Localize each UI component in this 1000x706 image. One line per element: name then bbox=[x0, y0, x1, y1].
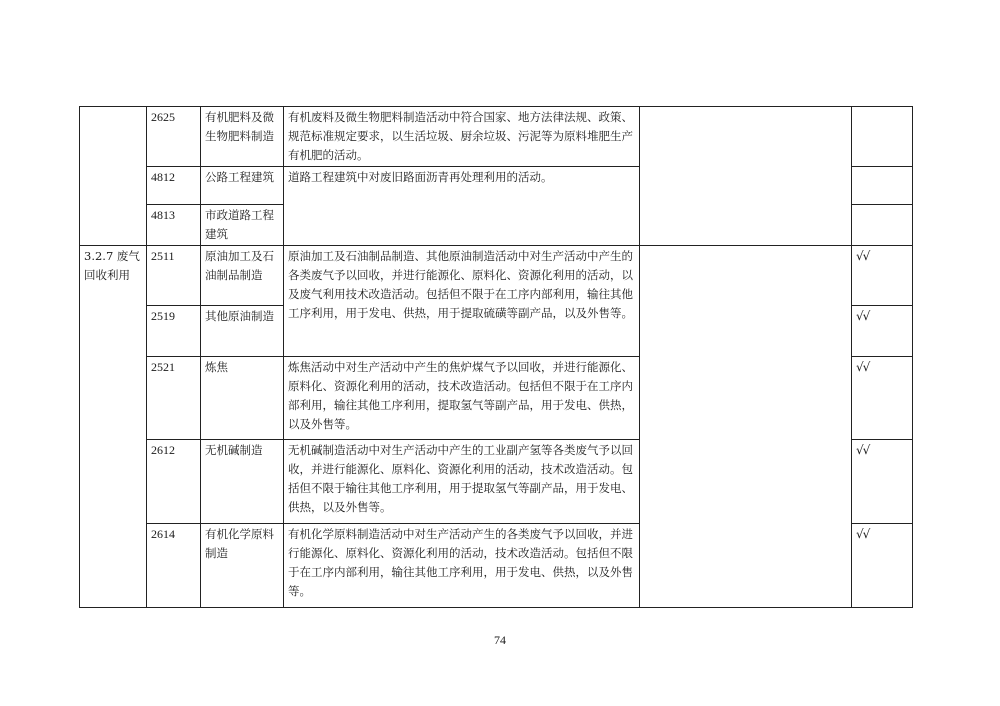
industry-code: 4812 bbox=[147, 167, 201, 205]
industry-name: 市政道路工程建筑 bbox=[201, 205, 284, 246]
check-mark bbox=[852, 167, 913, 205]
industry-name: 无机碱制造 bbox=[201, 440, 284, 524]
category-cell: 3.2.7 废气回收利用 bbox=[80, 246, 147, 608]
table-row bbox=[80, 107, 913, 167]
catalog-table bbox=[79, 106, 913, 608]
activity-description: 无机碱制造活动中对生产活动中产生的工业副产氢等各类废气予以回收，并进行能源化、原料化、资源化利用的活动，技术改造活动。包括但不限于输往其他工序利用，用于提取氢气等副产品，用于发电、供热，以及外售等。 bbox=[284, 440, 640, 524]
industry-code: 2614 bbox=[147, 524, 201, 608]
check-mark bbox=[852, 107, 913, 167]
remarks-cell bbox=[640, 107, 852, 246]
table-row bbox=[80, 246, 913, 306]
industry-code: 2521 bbox=[147, 357, 201, 440]
check-mark: √√ bbox=[852, 246, 913, 306]
activity-description: 炼焦活动中对生产活动中产生的焦炉煤气予以回收，并进行能源化、原料化、资源化利用的活动，技术改造活动。包括但不限于在工序内部利用，输往其他工序利用，提取氢气等副产品，用于发电、供热，以及外售等。 bbox=[284, 357, 640, 440]
industry-code: 2612 bbox=[147, 440, 201, 524]
industry-name: 炼焦 bbox=[201, 357, 284, 440]
industry-name: 有机肥料及微生物肥料制造 bbox=[201, 107, 284, 167]
industry-name: 有机化学原料制造 bbox=[201, 524, 284, 608]
industry-code: 2625 bbox=[147, 107, 201, 167]
activity-description: 原油加工及石油制品制造、其他原油制造活动中对生产活动中产生的各类废气予以回收，并进行能源化、原料化、资源化利用的活动，以及废气利用技术改造活动。包括但不限于在工序内部利用，输往其他工序利用，用于发电、供热，用于提取硫磺等副产品，以及外售等。 bbox=[284, 246, 640, 357]
activity-description: 有机废料及微生物肥料制造活动中符合国家、地方法律法规、政策、规范标准规定要求，以生活垃圾、厨余垃圾、污泥等为原料堆肥生产有机肥的活动。 bbox=[284, 107, 640, 167]
industry-code: 4813 bbox=[147, 205, 201, 246]
industry-name: 公路工程建筑 bbox=[201, 167, 284, 205]
remarks-cell bbox=[640, 246, 852, 608]
activity-description: 道路工程建筑中对废旧路面沥青再处理利用的活动。 bbox=[284, 167, 640, 246]
check-mark bbox=[852, 205, 913, 246]
industry-name: 其他原油制造 bbox=[201, 306, 284, 357]
industry-code: 2511 bbox=[147, 246, 201, 306]
industry-name: 原油加工及石油制品制造 bbox=[201, 246, 284, 306]
page-number: 74 bbox=[494, 633, 506, 647]
activity-description: 有机化学原料制造活动中对生产活动产生的各类废气予以回收，并进行能源化、原料化、资源化利用的活动，技术改造活动。包括但不限于在工序内部利用，输往其他工序利用，用于发电、供热，以及外售等。 bbox=[284, 524, 640, 608]
check-mark: √√ bbox=[852, 440, 913, 524]
check-mark: √√ bbox=[852, 357, 913, 440]
category-cell bbox=[80, 107, 147, 246]
check-mark: √√ bbox=[852, 306, 913, 357]
industry-code: 2519 bbox=[147, 306, 201, 357]
check-mark: √√ bbox=[852, 524, 913, 608]
